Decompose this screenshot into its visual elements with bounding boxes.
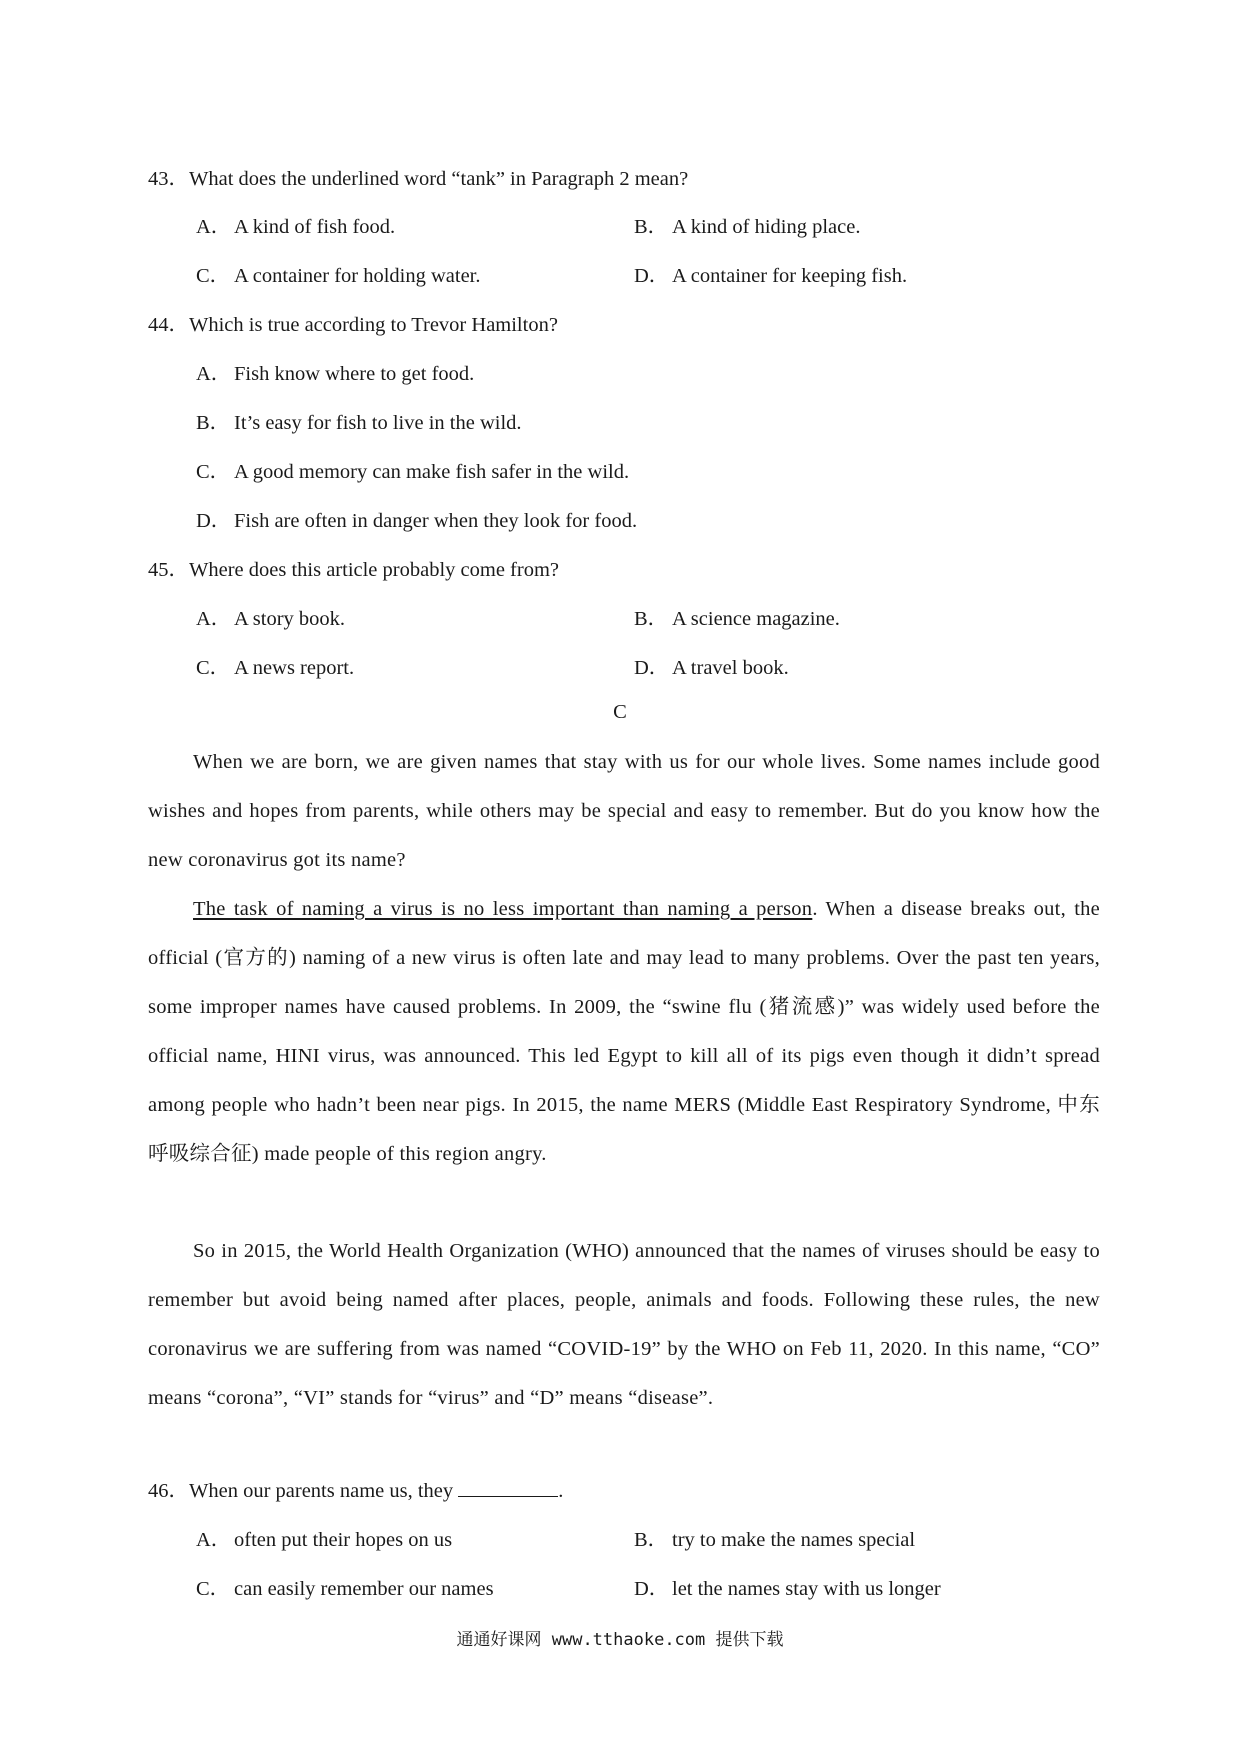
question-number: 44． (148, 314, 189, 336)
answer-blank (458, 1478, 558, 1497)
option-text: Fish are often in danger when they look for food. (234, 510, 638, 532)
passage-paragraph-1: When we are born, we are given names that stay with us for our whole lives. Some names include good wishes and hopes from parents, while others may be special and easy to remember. But do you know how the new coronavirus got its name? (148, 751, 1100, 871)
option-43-c (196, 258, 481, 288)
option-letter: A． (196, 216, 232, 238)
question-text: When our parents name us, they (189, 1480, 454, 1502)
option-text: Fish know where to get food. (234, 363, 475, 385)
option-text: often put their hopes on us (234, 1529, 453, 1551)
option-text: A news report. (234, 657, 355, 679)
option-44-a (196, 356, 474, 386)
passage-paragraph-3: So in 2015, the World Health Organization (WHO) announced that the names of viruses should be easy to remember but avoid being named after places, people, animals and foods. Following these rules, the new coronavirus we are suffering from was named “COVID-19” by the WHO on Feb 11, 2020. In this name, “CO” means “corona”, “VI” stands for “virus” and “D” means “disease”. (148, 1240, 1100, 1409)
passage-paragraph-2 (148, 885, 1100, 1179)
option-letter: C． (196, 265, 231, 287)
option-letter: D． (634, 657, 670, 679)
option-46-c (196, 1571, 494, 1601)
option-text: A science magazine. (672, 608, 840, 630)
option-46-a (196, 1522, 452, 1552)
option-letter: A． (196, 1529, 232, 1551)
option-text: A container for holding water. (234, 265, 481, 287)
question-43 (148, 161, 688, 191)
option-45-c (196, 650, 354, 680)
option-text: A travel book. (672, 657, 789, 679)
option-text: A story book. (234, 608, 346, 630)
question-number: 46． (148, 1480, 189, 1502)
option-text: A kind of fish food. (234, 216, 396, 238)
page-footer: 通通好课网 www.tthaoke.com 提供下载 (456, 1630, 784, 1650)
option-letter: B． (634, 1529, 669, 1551)
option-45-d (634, 650, 789, 680)
question-text: What does the underlined word “tank” in Paragraph 2 mean? (189, 168, 689, 190)
option-letter: D． (634, 1578, 670, 1600)
option-letter: B． (634, 216, 669, 238)
option-44-c (196, 454, 629, 484)
question-text: Where does this article probably come from? (189, 559, 559, 581)
question-45 (148, 552, 559, 582)
option-text: can easily remember our names (234, 1578, 494, 1600)
question-text-end: . (558, 1480, 564, 1502)
option-45-b (634, 601, 840, 631)
option-43-b (634, 209, 860, 239)
question-46 (148, 1473, 563, 1503)
option-letter: C． (196, 1578, 231, 1600)
option-45-a (196, 601, 345, 631)
section-heading: C (613, 701, 627, 723)
option-44-b (196, 405, 522, 435)
option-text: It’s easy for fish to live in the wild. (234, 412, 522, 434)
option-letter: B． (634, 608, 669, 630)
option-46-d (634, 1571, 941, 1601)
option-text: A container for keeping fish. (672, 265, 908, 287)
option-letter: B． (196, 412, 231, 434)
question-number: 45． (148, 559, 189, 581)
option-letter: D． (634, 265, 670, 287)
option-46-b (634, 1522, 915, 1552)
option-text: let the names stay with us longer (672, 1578, 941, 1600)
question-44 (148, 307, 558, 337)
option-text: A kind of hiding place. (672, 216, 861, 238)
option-letter: A． (196, 363, 232, 385)
option-43-d (634, 258, 907, 288)
option-letter: C． (196, 657, 231, 679)
option-44-d (196, 503, 637, 533)
option-letter: C． (196, 461, 231, 483)
option-text: try to make the names special (672, 1529, 916, 1551)
option-letter: A． (196, 608, 232, 630)
option-43-a (196, 209, 395, 239)
question-number: 43． (148, 168, 189, 190)
option-letter: D． (196, 510, 232, 532)
underlined-sentence: The task of naming a virus is no less important than naming a person (193, 898, 813, 920)
option-text: A good memory can make fish safer in the wild. (234, 461, 630, 483)
paragraph-text: . When a disease breaks out, the official (官方的) naming of a new virus is often late and may lead to many problems. Over the past ten years, some improper names have caused problems. In 2009, the “swine flu (猪流感)” was widely used before the official name, HINI virus, was announced. This led Egypt to kill all of its pigs even though it didn’t spread among people who hadn’t been near pigs. In 2015, the name MERS (Middle East Respiratory Syndrome, 中东呼吸综合征) made people of this region angry. (148, 898, 1100, 1165)
question-text: Which is true according to Trevor Hamilton? (189, 314, 558, 336)
